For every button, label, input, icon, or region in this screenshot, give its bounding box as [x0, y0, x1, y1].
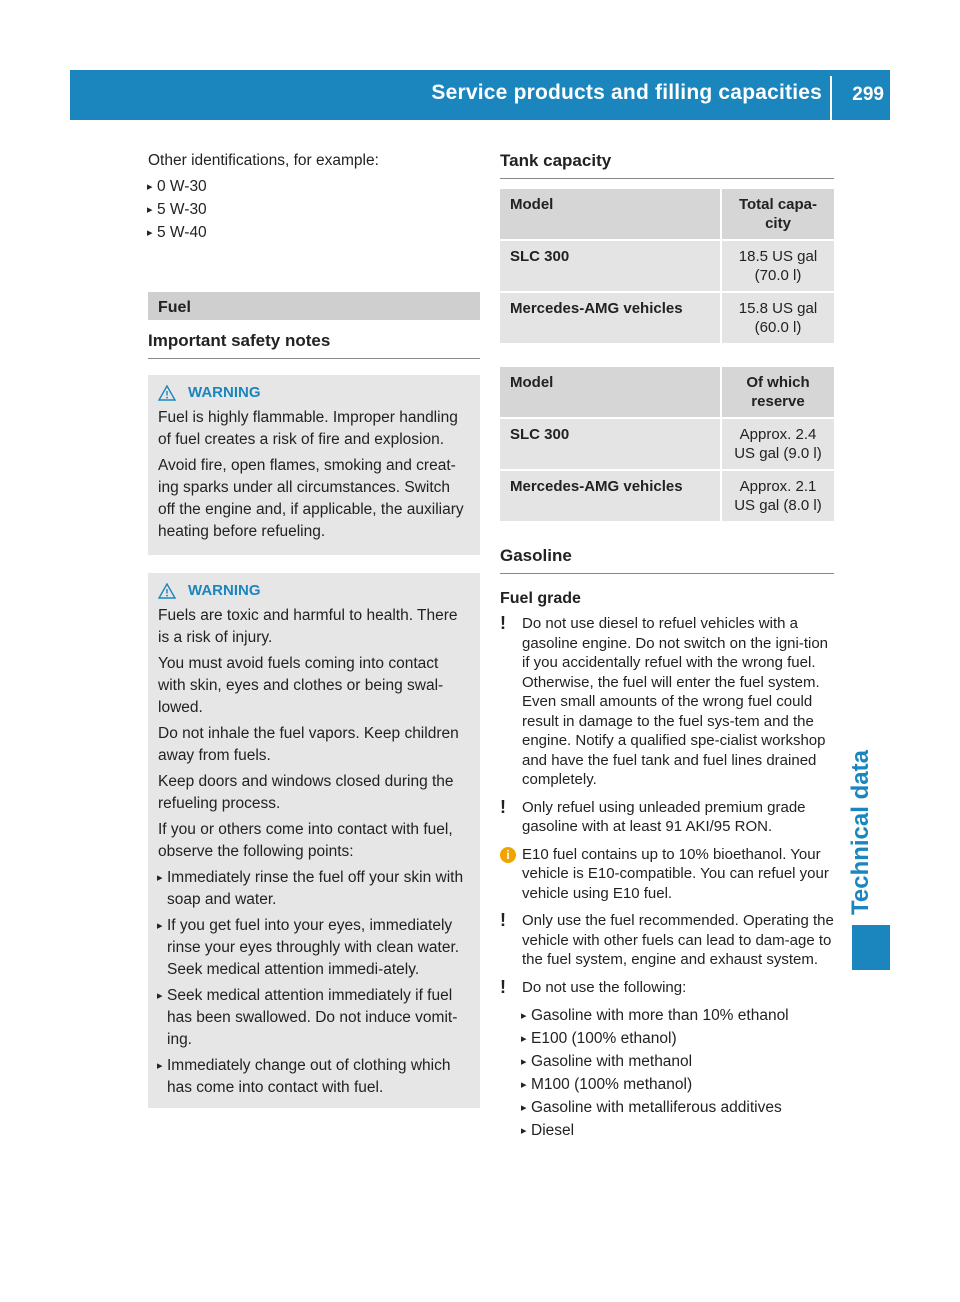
intro-text: Other identifications, for example:	[148, 152, 379, 169]
list-item: ▸ Immediately change out of clothing which has come into contact with fuel.	[158, 1055, 470, 1099]
table-header: Model	[500, 189, 720, 239]
list-item: ▸ Diesel	[522, 1120, 834, 1142]
info-note: i E10 fuel contains up to 10% bioethanol. Your vehicle is E10-compatible. You can refuel your vehicle using E10 fuel.	[500, 845, 834, 904]
section-title: Service products and filling capacities	[431, 81, 822, 104]
list-item: ▸ 0 W-30	[148, 176, 480, 198]
header-bar	[70, 70, 890, 120]
table-cell-model: SLC 300	[500, 419, 720, 469]
page-number: 299	[852, 84, 884, 105]
caution-icon: !	[500, 613, 506, 633]
list-item: ▸ If you get fuel into your eyes, immediately rinse your eyes throughly with clean water. Seek medical attention immedi-ately.	[158, 915, 470, 981]
caution-note: ! Only refuel using unleaded premium grade gasoline with at least 91 AKI/95 RON.	[500, 796, 806, 835]
warning-title: WARNING	[158, 580, 470, 602]
reserve-table	[500, 365, 834, 523]
table-header: Total capa-city	[720, 189, 834, 239]
warning-text: Fuels are toxic and harmful to health. There is a risk of injury.	[158, 607, 458, 646]
fuel-heading: Fuel	[148, 292, 480, 320]
capacity-table	[500, 187, 834, 345]
oil-grade-list	[148, 176, 480, 244]
warning-box	[148, 573, 480, 1108]
list-item: ▸ 5 W-40	[148, 222, 480, 244]
gasoline-heading: Gasoline	[500, 545, 834, 574]
caution-note: ! Only use the fuel recommended. Operating the vehicle with other fuels can lead to dam-age to the fuel system, engine and exhaust system.	[500, 910, 834, 968]
right-column	[500, 150, 834, 1143]
tank-capacity-heading: Tank capacity	[500, 150, 834, 179]
caution-icon: !	[500, 976, 506, 997]
warning-title: WARNING	[158, 382, 470, 404]
warning-text: Keep doors and windows closed during the refueling process.	[158, 773, 454, 812]
warning-text: Avoid fire, open flames, smoking and creat-ing sparks under all circumstances. Switch off the engine and, if applicable, the auxiliary heating before refueling.	[158, 457, 464, 540]
warning-triangle-icon	[158, 385, 176, 401]
table-cell-model: Mercedes-AMG vehicles	[500, 293, 720, 343]
table-cell-value: Approx. 2.4 US gal (9.0 l)	[720, 419, 834, 469]
warning-text: You must avoid fuels coming into contact with skin, eyes and clothes or being swal-lowed.	[158, 655, 444, 716]
list-item: ▸ 5 W-30	[148, 199, 480, 221]
warning-text: Fuel is highly flammable. Improper handling of fuel creates a risk of fire and explosion.	[158, 409, 458, 448]
list-item: ▸ Gasoline with more than 10% ethanol	[522, 1005, 834, 1027]
warning-text: If you or others come into contact with fuel, observe the following points:	[158, 821, 453, 860]
warning-triangle-icon	[158, 583, 176, 599]
table-cell-model: SLC 300	[500, 241, 720, 291]
list-item: ▸ Gasoline with methanol	[522, 1051, 834, 1073]
caution-icon: !	[500, 910, 506, 930]
list-item: ▸ Immediately rinse the fuel off your skin with soap and water.	[158, 867, 470, 911]
warning-text: Do not inhale the fuel vapors. Keep children away from fuels.	[158, 725, 459, 764]
caution-note: ! Do not use diesel to refuel vehicles with a gasoline engine. Do not switch on the igni-tion if you accidentally refuel with the wrong fuel. Otherwise, the fuel will enter the fuel system. Even small amounts of the wrong fuel could result in damage to the fuel sys-tem and the engine. Notify a qualified spe-cialist workshop and have the fuel tank and fuel lines drained completely.	[500, 613, 829, 788]
list-item: ▸ Seek medical attention immediately if fuel has been swallowed. Do not induce vomit-ing.	[158, 985, 470, 1051]
side-tab-label: Technical data	[847, 750, 874, 915]
caution-icon: !	[500, 796, 506, 817]
list-item: ▸ M100 (100% methanol)	[522, 1074, 834, 1096]
list-item: ▸ Gasoline with metalliferous additives	[522, 1097, 834, 1119]
table-cell-value: Approx. 2.1 US gal (8.0 l)	[720, 471, 834, 521]
header-divider	[830, 76, 832, 120]
safety-heading: Important safety notes	[148, 330, 480, 359]
table-cell-model: Mercedes-AMG vehicles	[500, 471, 720, 521]
list-item: ▸ E100 (100% ethanol)	[522, 1028, 834, 1050]
left-column	[148, 150, 480, 1108]
table-cell-value: 18.5 US gal (70.0 l)	[720, 241, 834, 291]
first-aid-list	[158, 867, 470, 1099]
table-header: Model	[500, 367, 720, 417]
warning-box	[148, 375, 480, 555]
do-not-use-list	[522, 1005, 834, 1142]
caution-note: ! Do not use the following:	[500, 976, 687, 997]
table-header: Of which reserve	[720, 367, 834, 417]
side-tab-marker	[852, 925, 890, 970]
table-cell-value: 15.8 US gal (60.0 l)	[720, 293, 834, 343]
fuel-grade-heading: Fuel grade	[500, 590, 581, 607]
info-icon: i	[500, 847, 516, 863]
